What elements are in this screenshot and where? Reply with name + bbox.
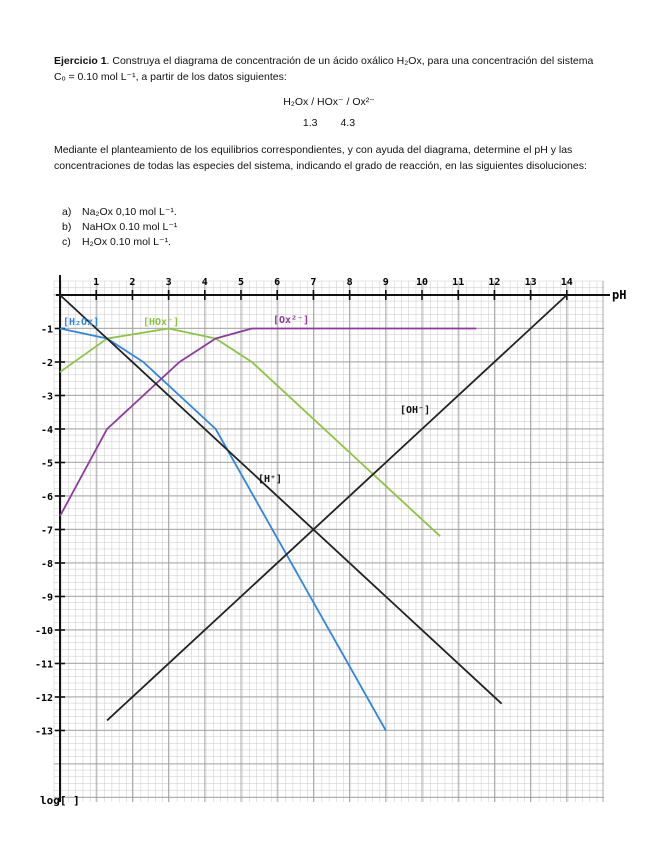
y-tick-label: -6 <box>40 492 53 503</box>
x-tick-label: 7 <box>310 277 317 288</box>
species-line: H₂Ox / HOx⁻ / Ox²⁻ <box>283 96 375 108</box>
y-tick-label: -11 <box>34 659 53 671</box>
y-tick-label: -7 <box>40 525 53 537</box>
y-tick-label: -13 <box>34 726 53 738</box>
exercise-statement-text: . Construya el diagrama de concentración de un ácido oxálico H₂Ox, para una concentración del sistema Cₒ = 0.10 mol L⁻¹, a partir de los datos siguientes: <box>54 55 594 83</box>
y-tick-label: -1 <box>40 324 53 336</box>
x-tick-label: 12 <box>488 277 501 288</box>
x-tick-label: 4 <box>201 277 208 288</box>
item-letter: b) <box>62 221 72 233</box>
series-ohminus-line <box>107 295 567 720</box>
y-tick-label: -2 <box>40 358 53 369</box>
x-tick-label: 1 <box>93 277 100 288</box>
series-label: [OH⁻] <box>400 405 431 416</box>
series-hoxminus-line <box>60 329 440 537</box>
y-tick-label: -3 <box>40 391 53 403</box>
series-label: [H₂Ox] <box>63 317 100 328</box>
y-tick-label: -10 <box>34 626 53 637</box>
exercise-label: Ejercicio 1 <box>54 55 107 67</box>
series-label: [H⁺] <box>258 474 283 485</box>
x-tick-label: 14 <box>560 277 573 288</box>
item-text: NaHOx 0.10 mol L⁻¹ <box>82 221 178 233</box>
item-letter: c) <box>62 236 71 248</box>
y-tick-label: -8 <box>40 559 53 570</box>
x-tick-label: 8 <box>346 277 353 288</box>
y-tick-label: -12 <box>34 693 53 704</box>
chart-labels <box>63 315 430 485</box>
x-tick-label: 13 <box>524 277 537 288</box>
question-text: Mediante el planteamiento de los equilibrios correspondientes, y con ayuda del diagrama, determine el pH y las concentraciones de todas las especies del sistema, indicando el grado de reacción, en las siguientes disoluciones: <box>54 144 587 172</box>
y-tick-label: -9 <box>40 592 53 604</box>
y-axis-label: log[ ] <box>40 794 80 807</box>
pka2: 4.3 <box>340 117 356 129</box>
x-tick-label: 9 <box>382 277 389 288</box>
x-tick-label: 6 <box>274 277 281 288</box>
item-letter: a) <box>62 206 72 218</box>
x-tick-label: 11 <box>452 277 465 288</box>
y-tick-label: -5 <box>40 458 53 470</box>
series-label: [HOx⁻] <box>143 317 180 328</box>
item-text: H₂Ox 0.10 mol L⁻¹. <box>82 236 171 248</box>
series-label: [Ox²⁻] <box>273 315 310 326</box>
chart-ticks <box>35 277 627 807</box>
x-axis-label: pH <box>612 288 627 302</box>
chart-grid <box>54 281 604 802</box>
x-tick-label: 10 <box>415 277 429 288</box>
x-tick-label: 5 <box>237 277 245 288</box>
x-tick-label: 3 <box>165 277 172 288</box>
item-text: Na₂Ox 0,10 mol L⁻¹. <box>82 206 177 218</box>
x-tick-label: 2 <box>129 277 136 288</box>
pka1: 1.3 <box>302 117 318 129</box>
y-tick-label: -4 <box>40 425 53 436</box>
